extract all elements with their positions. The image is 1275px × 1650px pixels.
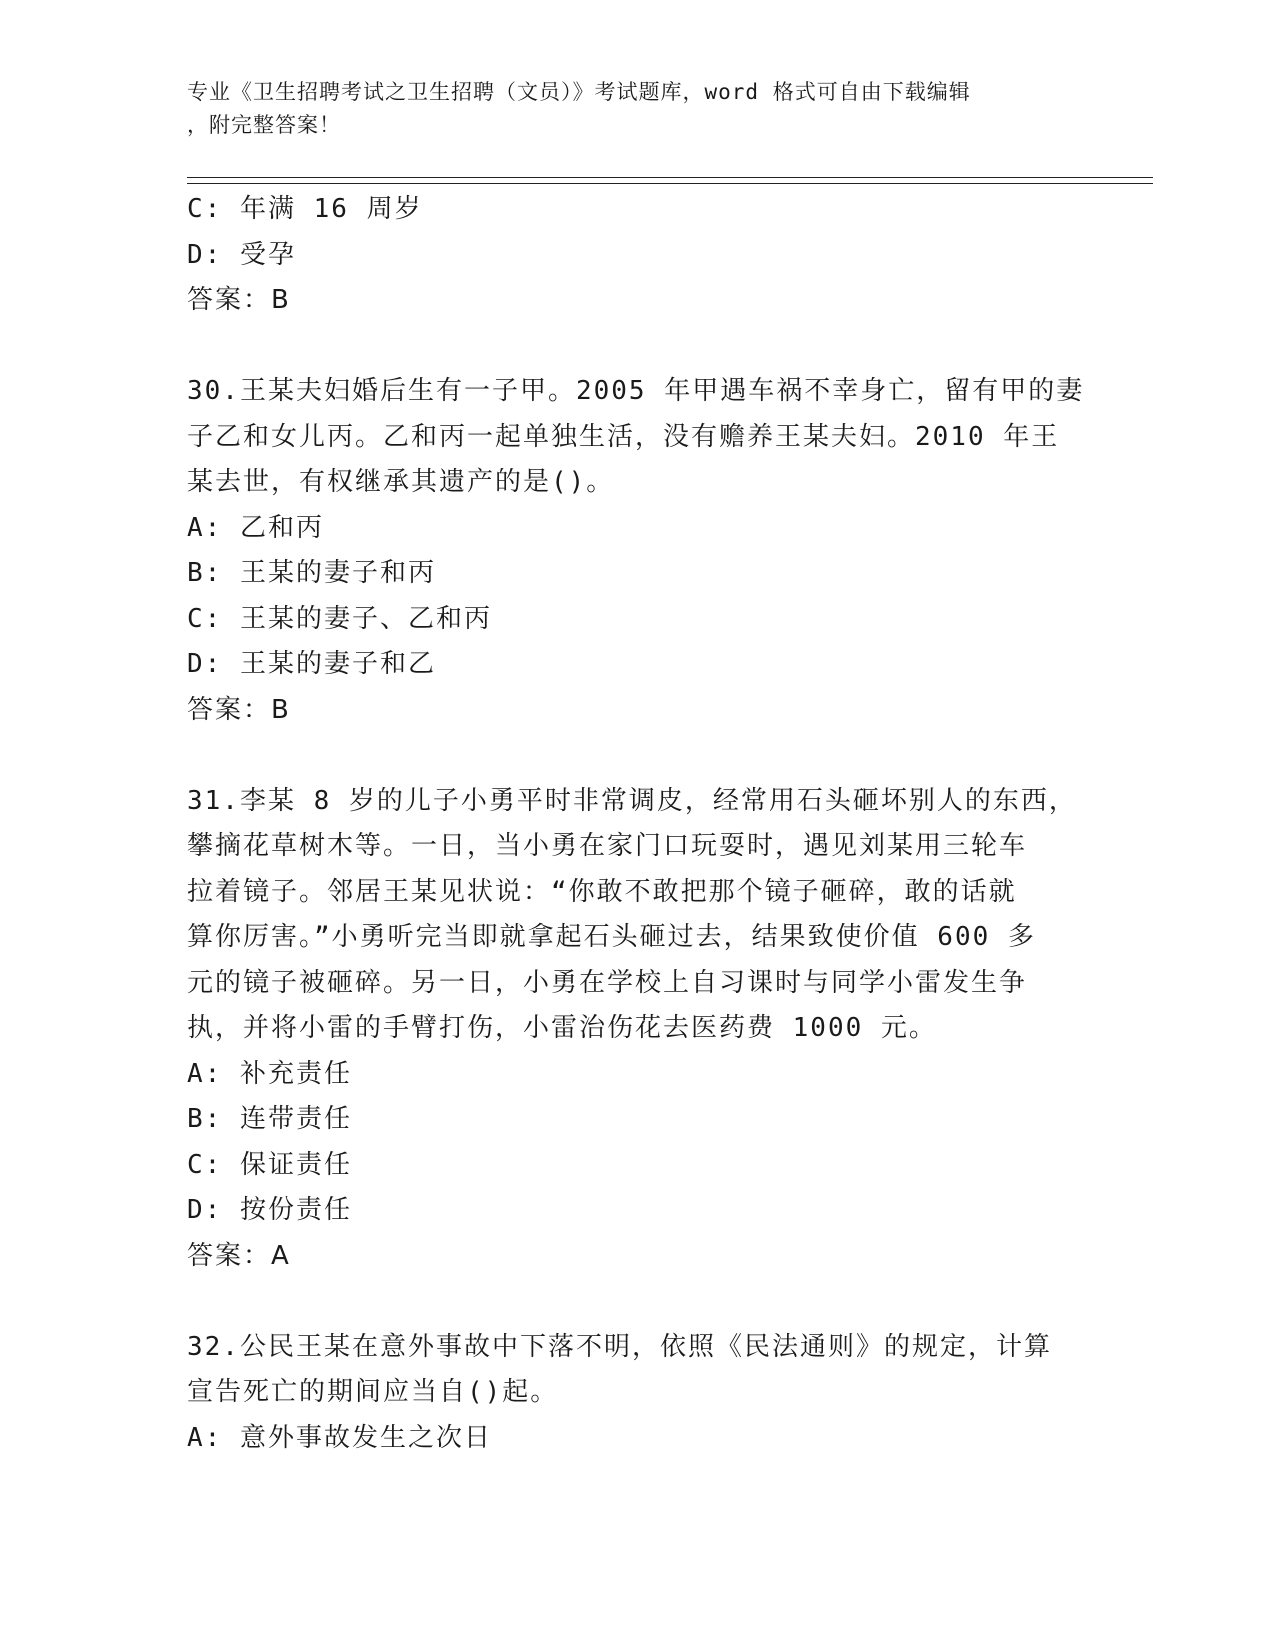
option-c: C: 年满 16 周岁: [187, 194, 423, 224]
header-line: 专业《卫生招聘考试之卫生招聘（文员）》考试题库，word 格式可自由下载编辑: [187, 80, 971, 104]
question-30: [187, 369, 1087, 733]
header-line: ，附完整答案！: [187, 113, 341, 137]
question-body: [187, 187, 1087, 1461]
question-text: 子乙和女儿丙。乙和丙一起单独生活，没有赡养王某夫妇。2010 年王: [187, 421, 1060, 452]
question-text: 某去世，有权继承其遗产的是()。: [187, 467, 615, 497]
answer-line: 答案：B: [187, 694, 291, 725]
question-text: 宣告死亡的期间应当自()起。: [187, 1377, 559, 1407]
question-text: 执，并将小雷的手臂打伤，小雷治伤花去医药费 1000 元。: [187, 1013, 937, 1043]
question-text: 攀摘花草树木等。一日，当小勇在家门口玩耍时，遇见刘某用三轮车: [187, 831, 1028, 861]
header-divider: [187, 183, 1153, 184]
question-text: 31.李某 8 岁的儿子小勇平时非常调皮，经常用石头砸坏别人的东西，: [187, 785, 1077, 816]
option-d: D: 按份责任: [187, 1195, 352, 1225]
question-text: 30.王某夫妇婚后生有一子甲。2005 年甲遇车祸不幸身亡，留有甲的妻: [187, 376, 1085, 406]
option-a: A: 意外事故发生之次日: [187, 1422, 492, 1453]
question-text: 算你厉害。”小勇听完当即就拿起石头砸过去，结果致使价值 600 多: [187, 922, 1036, 952]
option-c: C: 王某的妻子、乙和丙: [187, 603, 492, 634]
option-b: B: 连带责任: [187, 1104, 352, 1134]
option-d: D: 受孕: [187, 239, 296, 270]
option-a: A: 乙和丙: [187, 512, 324, 543]
option-b: B: 王某的妻子和丙: [187, 558, 436, 588]
question-31: [187, 779, 1087, 1280]
question-text: 元的镜子被砸碎。另一日，小勇在学校上自习课时与同学小雷发生争: [187, 967, 1028, 998]
answer-line: 答案：B: [187, 285, 291, 315]
header-divider: [187, 177, 1153, 178]
question-32: [187, 1325, 1087, 1462]
page-header: [187, 76, 1087, 142]
option-d: D: 王某的妻子和乙: [187, 649, 436, 679]
option-a: A: 补充责任: [187, 1058, 352, 1089]
option-c: C: 保证责任: [187, 1149, 352, 1180]
answer-line: 答案：A: [187, 1240, 291, 1271]
question-text: 拉着镜子。邻居王某见状说：“你敢不敢把那个镜子砸碎，敢的话就: [187, 876, 1017, 907]
question-text: 32.公民王某在意外事故中下落不明，依照《民法通则》的规定，计算: [187, 1331, 1052, 1362]
